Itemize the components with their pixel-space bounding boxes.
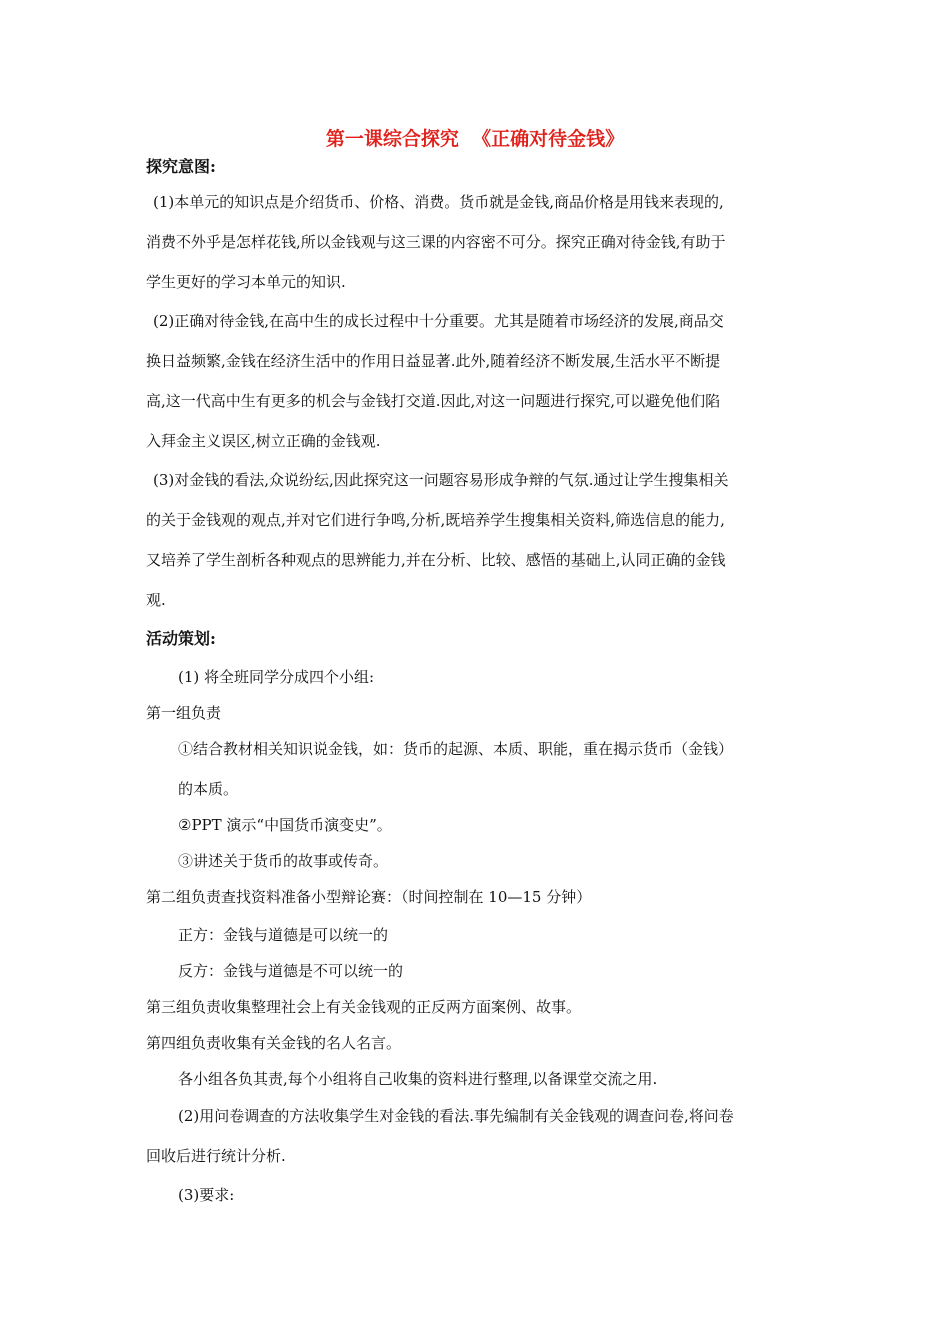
group-two-label: 第二组负责查找资料准备小型辩论赛：（时间控制在 10—15 分钟） <box>146 888 592 906</box>
paragraph-line: 入拜金主义误区,树立正确的金钱观. <box>146 432 381 450</box>
list-item: ①结合教材相关知识说金钱，如：货币的起源、本质、职能，重在揭示货币（金钱） <box>178 740 734 758</box>
step-one-line: (1) 将全班同学分成四个小组: <box>178 668 375 686</box>
group-one-label: 第一组负责 <box>146 704 222 722</box>
group-three-line: 第三组负责收集整理社会上有关金钱观的正反两方面案例、故事。 <box>146 998 582 1016</box>
step-two-line: (2)用问卷调查的方法收集学生对金钱的看法.事先编制有关金钱观的调查问卷,将问卷 <box>178 1107 734 1125</box>
list-item: ②PPT 演示“中国货币演变史”。 <box>178 816 392 834</box>
step-two-line: 回收后进行统计分析. <box>146 1147 286 1165</box>
paragraph-line: 观. <box>146 591 166 609</box>
paragraph-line: (3)对金钱的看法,众说纷纭,因此探究这一问题容易形成争辩的气氛.通过让学生搜集相关 <box>153 471 729 489</box>
group-four-line: 第四组负责收集有关金钱的名人名言。 <box>146 1034 402 1052</box>
paragraph-line: 消费不外乎是怎样花钱,所以金钱观与这三课的内容密不可分。探究正确对待金钱,有助于 <box>146 233 726 251</box>
step-three-line: (3)要求: <box>178 1186 235 1204</box>
section-heading-plan: 活动策划: <box>146 629 216 648</box>
paragraph-line: 高,这一代高中生有更多的机会与金钱打交道.因此,对这一问题进行探究,可以避免他们陷 <box>146 392 721 410</box>
section-heading-intent: 探究意图: <box>146 157 216 176</box>
paragraph-line: (1)本单元的知识点是介绍货币、价格、消费。货币就是金钱,商品价格是用钱来表现的, <box>153 193 724 211</box>
list-item: ③讲述关于货币的故事或传奇。 <box>178 852 389 870</box>
paragraph-line: 又培养了学生剖析各种观点的思辨能力,并在分析、比较、感悟的基础上,认同正确的金钱 <box>146 551 726 569</box>
paragraph-line: 换日益频繁,金钱在经济生活中的作用日益显著.此外,随着经济不断发展,生活水平不断提 <box>146 352 721 370</box>
paragraph-line: 学生更好的学习本单元的知识. <box>146 273 346 291</box>
paragraph-line: (2)正确对待金钱,在高中生的成长过程中十分重要。尤其是随着市场经济的发展,商品交 <box>153 312 724 330</box>
debate-pro-line: 正方：金钱与道德是可以统一的 <box>178 926 389 944</box>
paragraph-line: 的关于金钱观的观点,并对它们进行争鸣,分析,既培养学生搜集相关资料,筛选信息的能力, <box>146 511 725 529</box>
debate-con-line: 反方：金钱与道德是不可以统一的 <box>178 962 404 980</box>
each-group-line: 各小组各负其责,每个小组将自己收集的资料进行整理,以备课堂交流之用. <box>178 1070 658 1088</box>
list-item: 的本质。 <box>178 780 239 798</box>
document-title: 第一课综合探究 《正确对待金钱》 <box>325 128 625 150</box>
